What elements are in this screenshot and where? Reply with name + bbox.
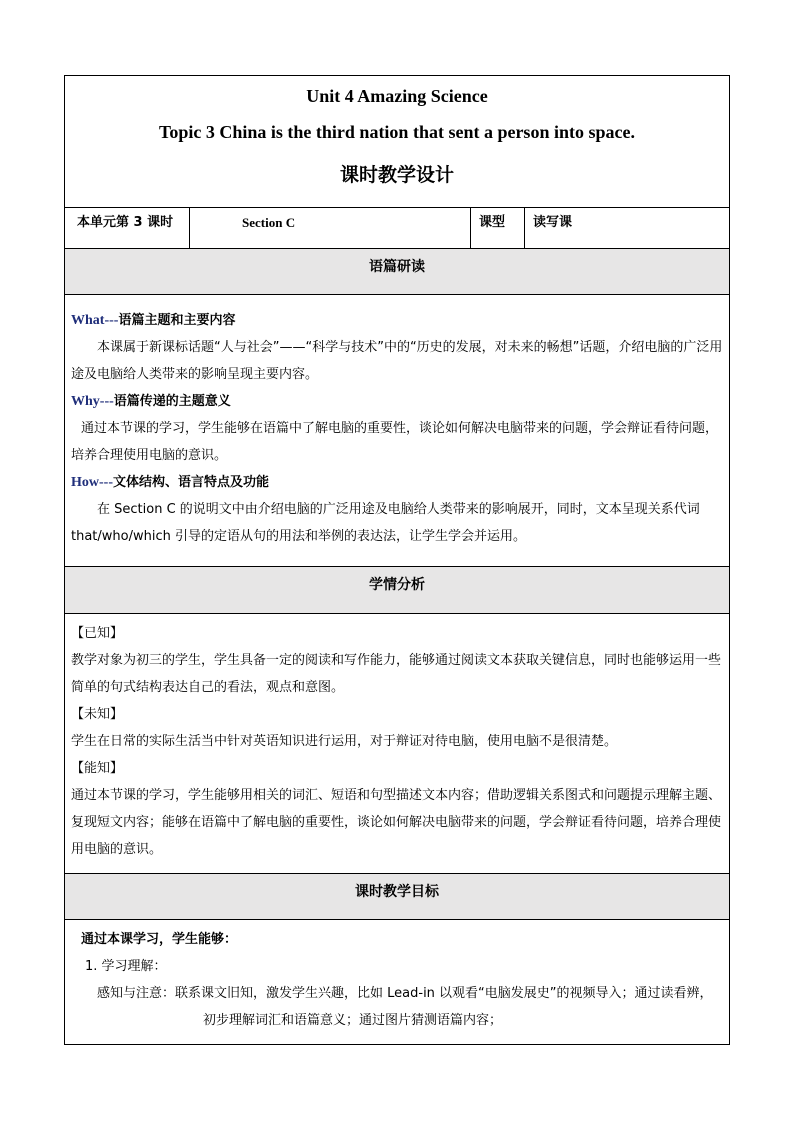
title-block: [65, 76, 729, 208]
how-label: How---: [71, 475, 113, 490]
how-text: 在 Section C 的说明文中由介绍电脑的广泛用途及电脑给人类带来的影响展开，同时，文本呈现关系代词 that/who/which 引导的定语从句的用法和举例的表达法，让学生学会并运用。: [71, 502, 700, 544]
lesson-number-cell: 本单元第 3 课时: [65, 208, 190, 249]
type-value-cell: 读写课: [533, 215, 573, 230]
how-title: 文体结构、语言特点及功能: [113, 475, 270, 490]
why-text: 通过本节课的学习，学生能够在语篇中了解电脑的重要性，谈论如何解决电脑带来的问题，学会辩证看待问题，培养合理使用电脑的意识。: [71, 421, 719, 463]
objective-item-1-sub-text: 联系课文旧知，激发学生兴趣，比如 Lead-in 以观看“电脑发展史”的视频导入；通过读看辨，初步理解词汇和语篇意义；通过图片猜测语篇内容；: [175, 986, 713, 1028]
objectives-body: [65, 920, 729, 1044]
analysis-body: [65, 295, 729, 567]
topic-title: Topic 3 China is the third nation that sent a person into space.: [159, 122, 635, 142]
section-cell: Section C: [190, 208, 471, 249]
what-label: What---: [71, 313, 119, 328]
known-text: 教学对象为初三的学生，学生具备一定的阅读和写作能力，能够通过阅读文本获取关键信息，同时也能够运用一些简单的句式结构表达自己的看法，观点和意图。: [71, 653, 722, 695]
info-row: [65, 208, 729, 249]
design-title: 课时教学设计: [339, 164, 454, 186]
able-text: 通过本节课的学习，学生能够用相关的词汇、短语和句型描述文本内容；借助逻辑关系图式和问题提示理解主题、复现短文内容；能够在语篇中了解电脑的重要性，谈论如何解决电脑带来的问题，学会辩证看待问题，培养合理使用电脑的意识。: [71, 788, 722, 857]
able-label: 【能知】: [71, 761, 124, 776]
objective-item-1: 1. 学习理解：: [85, 959, 167, 974]
learners-header: 学情分析: [65, 567, 729, 614]
type-label-cell: 课型: [471, 208, 525, 249]
unknown-text: 学生在日常的实际生活当中针对英语知识进行运用，对于辩证对待电脑，使用电脑不是很清楚。: [71, 734, 618, 749]
objectives-intro: 通过本课学习，学生能够：: [81, 932, 238, 947]
why-label: Why---: [71, 394, 114, 409]
how-heading: [71, 469, 723, 496]
objective-item-1-sub: [71, 980, 723, 1034]
why-title: 语篇传递的主题意义: [113, 394, 231, 409]
unknown-label: 【未知】: [71, 707, 124, 722]
what-heading: [71, 307, 723, 334]
what-text: 本课属于新课标话题“人与社会”——“科学与技术”中的“历史的发展，对未来的畅想”话题，介绍电脑的广泛用途及电脑给人类带来的影响呈现主要内容。: [71, 340, 723, 382]
unit-title: Unit 4 Amazing Science: [306, 86, 488, 106]
analysis-header: 语篇研读: [65, 249, 729, 295]
known-label: 【已知】: [71, 626, 124, 641]
why-heading: [71, 388, 723, 415]
lesson-plan-table: [64, 75, 730, 1045]
objectives-header: 课时教学目标: [65, 874, 729, 920]
objective-item-1-sub-label: 感知与注意：: [97, 986, 176, 1001]
learners-body: [65, 614, 729, 874]
what-title: 语篇主题和主要内容: [118, 313, 236, 328]
